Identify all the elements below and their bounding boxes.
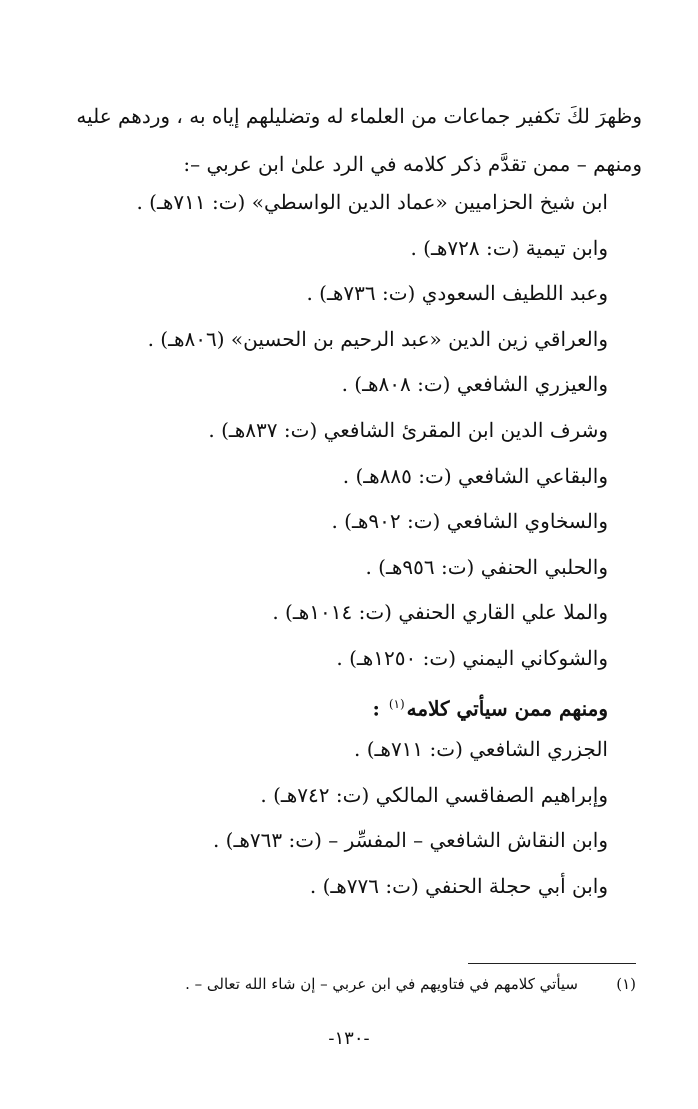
scholar-entry: والملا علي القاري الحنفي (ت: ١٠١٤هـ) .: [272, 600, 608, 625]
subheading-colon: :: [372, 696, 387, 721]
intro-paragraph: [38, 92, 642, 188]
scholar-entry: والسخاوي الشافعي (ت: ٩٠٢هـ) .: [331, 509, 608, 534]
scholar-entry: وابن النقاش الشافعي – المفسِّر – (ت: ٧٦٣هـ) .: [212, 828, 608, 853]
scholar-entry: والشوكاني اليمني (ت: ١٢٥٠هـ) .: [336, 645, 608, 670]
scholars-list: [38, 180, 608, 910]
footnote-divider: [468, 963, 636, 964]
scholar-entry: وابن أبي حجلة الحنفي (ت: ٧٧٦هـ) .: [309, 873, 608, 898]
footnote-reference[interactable]: (١): [388, 696, 405, 711]
intro-line-1: وظهرَ لكَ تكفير جماعات من العلماء له وتضليلهم إياه به ، وردهم عليه: [76, 104, 642, 128]
scholar-entry: والعيزري الشافعي (ت: ٨٠٨هـ) .: [341, 372, 608, 397]
scholar-entry: والبقاعي الشافعي (ت: ٨٨٥هـ) .: [342, 463, 608, 488]
footnote-text: سيأتي كلامهم في فتاويهم في ابن عربي – إن شاء الله تعالى – .: [185, 975, 578, 993]
scholar-entry: وابن تيمية (ت: ٧٢٨هـ) .: [410, 235, 608, 260]
scholar-entry: ابن شيخ الحزاميين «عماد الدين الواسطي» (ت: ٧١١هـ) .: [136, 190, 608, 214]
scholar-entry: الجزري الشافعي (ت: ٧١١هـ) .: [354, 737, 608, 762]
scholar-entry: والعراقي زين الدين «عبد الرحيم بن الحسين» (٨٠٦هـ) .: [147, 326, 608, 351]
intro-line-2: ومنهم – ممن تقدَّم ذكر كلامه في الرد علىٰ ابن عربي –:: [183, 152, 642, 176]
scholar-entry: وعبد اللطيف السعودي (ت: ٧٣٦هـ) .: [306, 281, 608, 306]
scholar-entry: وشرف الدين ابن المقرئ الشافعي (ت: ٨٣٧هـ) .: [208, 417, 608, 442]
scholar-entry: وإبراهيم الصفاقسي المالكي (ت: ٧٤٢هـ) .: [260, 782, 608, 807]
scholar-entry: والحلبي الحنفي (ت: ٩٥٦هـ) .: [365, 554, 608, 579]
footnote-number: (١): [616, 975, 636, 993]
section-subheading: [38, 682, 608, 728]
page-number: -١٣٠-: [328, 1028, 370, 1049]
footnote: [40, 972, 636, 996]
subheading-text: ومنهم ممن سيأتي كلامه: [406, 696, 608, 721]
